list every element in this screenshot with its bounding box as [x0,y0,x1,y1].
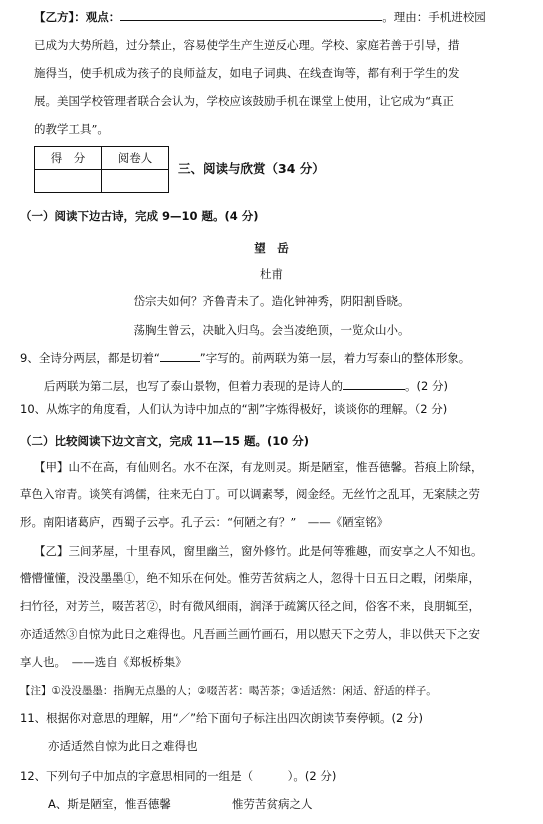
yi-line-5: 享人也。 ——选自《郑板桥集》 [20,655,187,669]
yi-fang-line-5: 的教学工具”。 [34,122,109,136]
question-9-line-2 [44,378,448,394]
annotation-note: 【注】①没没墨墨：指胸无点墨的人；②啜苦茗：喝苦茶；③适适然：闲适、舒适的样子。 [20,685,437,697]
part-2-heading: （二）比较阅读下边文言文，完成 11—15 题。(10 分) [20,434,310,448]
poem-line-1: 岱宗夫如何？齐鲁青未了。造化钟神秀，阴阳割昏晓。 [133,294,410,308]
q9-part-d: 。(2 分) [405,379,448,393]
q9-part-b: ”字写的。前两联为第一层，着力写泰山的整体形象。 [199,351,471,365]
score-cell[interactable] [35,170,102,193]
yi-line-3: 扫竹径，对芳兰，啜苦茗②，时有微风细雨，润泽于疏篱仄径之间，俗客不来，良朋辄至， [20,599,480,613]
jia-line-1: 【甲】山不在高，有仙则名。水不在深，有龙则灵。斯是陋室，惟吾德馨。苔痕上阶绿， [34,460,483,474]
question-11-sentence: 亦适适然自惊为此日之难得也 [48,739,198,753]
yi-line-4: 亦适适然③自惊为此日之难得也。凡吾画兰画竹画石，用以慰天下之劳人，非以供天下之安 [20,627,480,641]
q9-part-a: 9、全诗分两层，都是切着“ [20,351,160,365]
question-10: 10、从炼字的角度看，人们认为诗中加点的“割”字炼得极好，谈谈你的理解。（2 分) [20,402,448,416]
question-9-line-1 [20,350,470,366]
grader-header: 阅卷人 [102,147,169,170]
question-12: 12、下列句子中加点的字意思相同的一组是（ ）。(2 分) [20,769,337,783]
poem-title: 望 岳 [254,241,289,255]
yi-fang-line-2: 已成为大势所趋，过分禁止，容易使学生产生逆反心理。学校、家庭若善于引导，措 [34,38,460,52]
yi-fang-line-1 [34,9,486,25]
jia-line-2: 草色入帘青。谈笑有鸿儒，往来无白丁。可以调素琴，阅金经。无丝竹之乱耳，无案牍之劳 [20,487,480,501]
grader-cell[interactable] [102,170,169,193]
question-11: 11、根据你对意思的理解，用“／”给下面句子标注出四次朗读节奏停顿。(2 分) [20,711,423,725]
yi-fang-label: 【乙方】：观点： [34,10,121,24]
yi-fang-line-3: 施得当，使手机成为孩子的良师益友，如电子词典、在线查询等，都有利于学生的发 [34,66,460,80]
q12-option-a-right: 惟劳苦贫病之人 [232,797,313,811]
score-header: 得 分 [35,147,102,170]
q9-blank-1[interactable] [160,350,200,362]
yi-fang-line-1-tail: 。理由：手机进校园 [382,10,486,24]
q12-option-a-left: A、斯是陋室，惟吾德馨 [48,797,171,811]
yi-line-1: 【乙】三间茅屋，十里春风，窗里幽兰，窗外修竹。此是何等雅趣，而安享之人不知也。 [34,544,483,558]
poem-line-2: 荡胸生曾云，决眦入归鸟。会当凌绝顶，一览众山小。 [133,323,410,337]
section-3-title: 三、阅读与欣赏（34 分） [178,161,325,176]
poem-author: 杜甫 [260,267,283,281]
part-1-heading: （一）阅读下边古诗，完成 9—10 题。(4 分) [20,209,259,223]
q9-blank-2[interactable] [343,378,405,390]
score-table [34,146,169,193]
yi-fang-line-4: 展。美国学校管理者联合会认为，学校应该鼓励手机在课堂上使用，让它成为“真正 [34,94,454,108]
jia-line-3: 形。南阳诸葛庐，西蜀子云亭。孔子云：“何陋之有？” ——《陋室铭》 [20,515,389,529]
q9-part-c: 后两联为第二层，也写了泰山景物，但着力表现的是诗人的 [44,379,343,393]
yi-line-2: 懵懵懂懂，没没墨墨①，绝不知乐在何处。惟劳苦贫病之人，忽得十日五日之暇，闭柴扉， [20,571,480,585]
viewpoint-blank[interactable] [120,9,382,21]
